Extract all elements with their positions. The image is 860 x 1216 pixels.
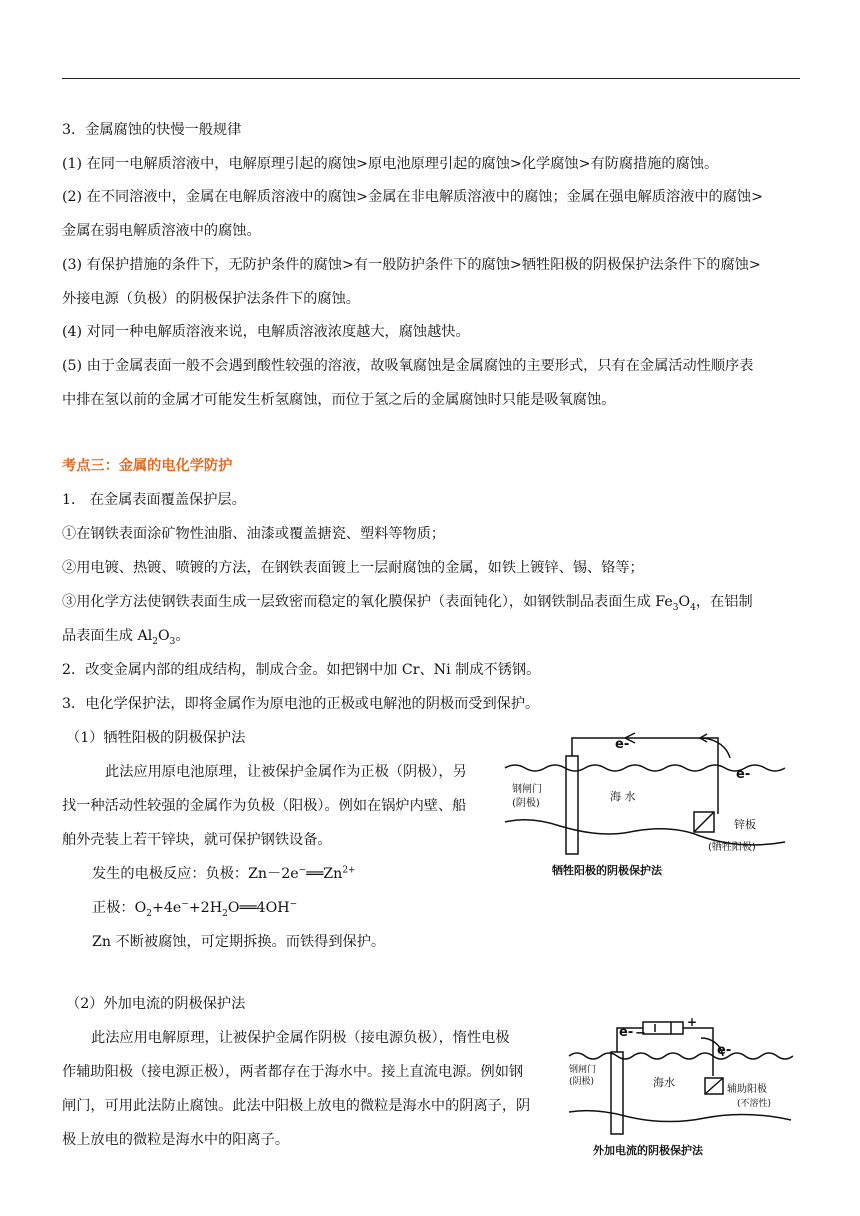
sacrificial-text-3: 舶外壳装上若干锌块，就可保护钢铁设备。 [62,832,332,848]
zinc-sub-label: (牺牲阳极) [708,842,756,853]
coating-item-2: ②用电镀、热镀、喷镀的方法，在钢铁表面镀上一层耐腐蚀的金属，如铁上镀锌、锡、铬等； [62,560,644,576]
anode-label: 辅助阳极 [727,1084,767,1095]
e-label-right: e- [736,767,751,782]
sea-label: 海水 [653,1076,675,1089]
impressed-text-2: 作辅助阳极（接电源正极），两者都存在于海水中。接上直流电源。例如钢 [62,1064,524,1080]
steel-gate [611,1052,623,1134]
wire-right [683,1028,713,1076]
rule-2-line-1: (2) 在不同溶液中，金属在电解质溶液中的腐蚀>金属在非电解质溶液中的腐蚀；金属在强电解质溶液中的腐蚀> [62,189,764,205]
sacrificial-title: （1）牺牲阳极的阴极保护法 [66,730,246,746]
cathode-reaction: 正极：$O_2+4e^-+2H_2O══4OH^-$ [92,899,298,919]
wire [572,738,718,814]
zinc-note: Zn 不断被腐蚀，可定期拆换。而铁得到保护。 [92,934,386,950]
diagram-caption: 外加电流的阴极保护法 [593,1144,703,1157]
header-rule [62,78,800,79]
gate-label: 钢闸门 [569,1065,597,1075]
zinc-label: 锌板 [734,818,756,831]
coating-item-3-line-2: 品表面生成 $Al_2O_3$。 [62,628,190,647]
power-supply [643,1022,683,1034]
minus-sign: − [635,1026,646,1041]
coating-item-3-line-1: ③用化学方法使钢铁表面生成一层致密而稳定的氧化膜保护（表面钝化），如钢铁制品表面生成 $Fe_3O_4$，在铝制 [62,594,753,613]
gate-label: 钢闸门 [512,784,542,795]
anode-sub-label: (不溶性) [737,1099,772,1109]
rule-5-line-1: (5) 由于金属表面一般不会遇到酸性较强的溶液，故吸氧腐蚀是金属腐蚀的主要形式，只有在金属活动性顺序表 [62,358,754,374]
kaodian-title: 考点三：金属的电化学防护 [62,458,233,474]
e-label-top: e- [615,737,630,752]
impressed-text-3: 闸门，可用此法防止腐蚀。此法中阳极上放电的微粒是海水中的阴离子，阴 [62,1098,531,1114]
plus-sign: + [687,1016,698,1029]
impressed-text-1: 此法应用电解原理，让被保护金属作阴极（接电源负极），惰性电极 [91,1030,510,1046]
sea-surface [569,1053,793,1059]
impressed-current-diagram [565,1016,795,1162]
diagram-caption: 牺牲阳极的阴极保护法 [552,864,662,877]
gate-sub-label: (阴极) [512,798,540,809]
point-1: 1． 在金属表面覆盖保护层。 [62,492,246,508]
impressed-title: （2）外加电流的阴极保护法 [66,996,246,1012]
anode-reaction: 发生的电极反应：负极：$Zn-2e^-══Zn^{2+}$ [92,865,356,882]
sacrificial-text-1: 此法应用原电池原理，让被保护金属作为正极（阴极），另 [105,764,467,780]
point-3: 3．电化学保护法，即将金属作为原电池的正极或电解池的阴极而受到保护。 [62,696,540,712]
e-label-right: e- [717,1043,732,1058]
coating-item-1: ①在钢铁表面涂矿物性油脂、油漆或覆盖搪瓷、塑料等物质； [62,526,446,542]
sea-bed [569,1111,791,1122]
impressed-text-4: 极上放电的微粒是海水中的阳离子。 [62,1132,290,1148]
e-label-left: e- [619,1025,634,1040]
rule-4: (4) 对同一种电解质溶液来说，电解质溶液浓度越大，腐蚀越快。 [62,324,470,340]
sacrificial-text-2: 找一种活动性较强的金属作为负极（阳极）。例如在锅炉内壁、船 [62,798,467,814]
gate-sub-label: (阴极) [569,1077,595,1087]
rule-3-line-1: (3) 有保护措施的条件下，无防护条件的腐蚀>有一般防护条件下的腐蚀>牺牲阳极的阴极保护法条件下的腐蚀> [62,257,761,273]
sea-label: 海 水 [610,790,636,803]
rule-2-line-2: 金属在弱电解质溶液中的腐蚀。 [62,223,261,239]
rule-5-line-2: 中排在氢以前的金属才可能发生析氢腐蚀，而位于氢之后的金属腐蚀时只能是吸氧腐蚀。 [62,392,616,408]
rule-1: (1) 在同一电解质溶液中，电解原理引起的腐蚀>原电池原理引起的腐蚀>化学腐蚀>有防腐措施的腐蚀。 [62,156,719,172]
point-2: 2．改变金属内部的组成结构，制成合金。如把钢中加 Cr、Ni 制成不锈钢。 [62,662,541,678]
section-heading: 3．金属腐蚀的快慢一般规律 [62,122,242,138]
sacrificial-anode-diagram [500,726,800,886]
rule-3-line-2: 外接电源（负极）的阴极保护法条件下的腐蚀。 [62,291,360,307]
